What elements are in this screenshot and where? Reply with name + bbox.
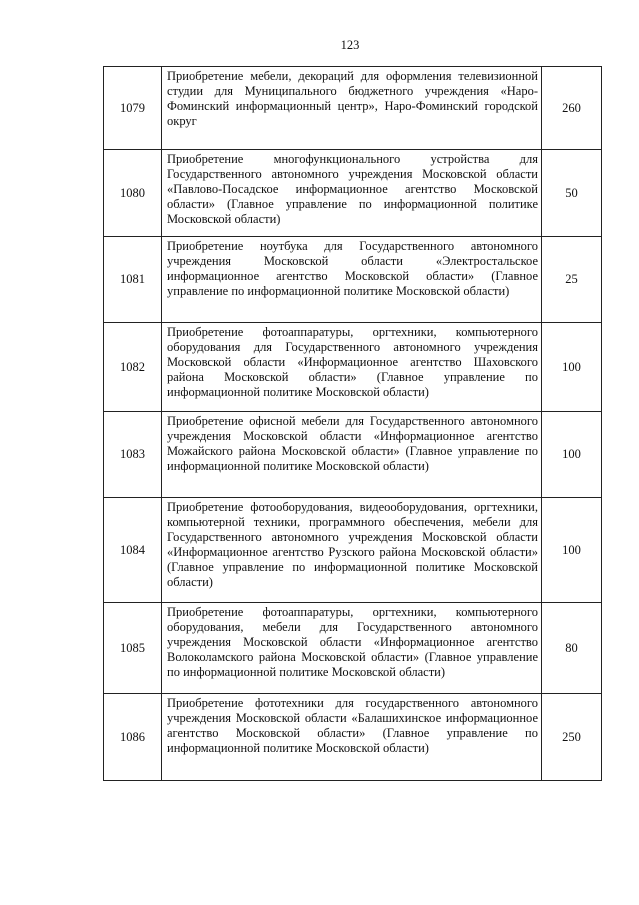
row-description-cell [162,150,542,237]
row-number: 1086 [104,694,162,781]
table-row [104,694,602,781]
table-row [104,67,602,150]
table-row [104,237,602,323]
allocation-table [103,66,602,781]
row-description-cell [162,323,542,412]
row-description: Приобретение фотоаппаратуры, оргтехники, компьютерного оборудования для Государственного автономного учреждения Московской области «Информационное агентство Шаховского района Московской области» (Главное управление по информационной политике Московской области) [167,325,538,399]
row-description: Приобретение мебели, декораций для оформления телевизионной студии для Муниципального бюджетного учреждения «Наро-Фоминский информационный центр», Наро-Фоминский городской округ [167,69,538,128]
row-description: Приобретение офисной мебели для Государственного автономного учреждения Московской области «Информационное агентство Можайского района Московской области» (Главное управление по информационной политике Московской области) [167,414,538,473]
table-row [104,603,602,694]
row-amount: 50 [542,150,602,237]
row-description: Приобретение фототехники для государственного автономного учреждения Московской области «Балашихинское информационное агентство Московской области» (Главное управление по информационной политике Московской области) [167,696,538,755]
row-description: Приобретение многофункционального устройства для Государственного автономного учреждения Московской области «Павлово-Посадское информационное агентство Московской области» (Главное управление по информационной политике Московской области) [167,152,538,226]
row-number: 1084 [104,498,162,603]
row-description: Приобретение ноутбука для Государственного автономного учреждения Московской области «Электростальское информационное агентство Московской области» (Главное управление по информационной политике Московской области) [167,239,538,298]
row-description: Приобретение фотооборудования, видеооборудования, оргтехники, компьютерной техники, программного обеспечения, мебели для Государственного автономного учреждения Московской области «Информационное агентство Рузского района Московской области» (Главное управление по информационной политике Московской области) [167,500,538,589]
row-amount: 260 [542,67,602,150]
row-description-cell [162,237,542,323]
row-description: Приобретение фотоаппаратуры, оргтехники, компьютерного оборудования, мебели для Государственного автономного учреждения Московской области «Информационное агентство Волоколамского района Московской области» (Главное управление по информационной политике Московской области) [167,605,538,679]
table-row [104,323,602,412]
row-amount: 250 [542,694,602,781]
row-amount: 100 [542,412,602,498]
row-amount: 100 [542,323,602,412]
table-row [104,412,602,498]
row-amount: 100 [542,498,602,603]
row-description-cell [162,412,542,498]
row-amount: 25 [542,237,602,323]
row-description-cell [162,694,542,781]
row-number: 1082 [104,323,162,412]
row-number: 1081 [104,237,162,323]
row-amount: 80 [542,603,602,694]
row-number: 1083 [104,412,162,498]
page-number: 123 [340,38,360,52]
table-row [104,150,602,237]
table-row [104,498,602,603]
row-number: 1079 [104,67,162,150]
row-number: 1085 [104,603,162,694]
row-description-cell [162,498,542,603]
row-description-cell [162,603,542,694]
row-description-cell [162,67,542,150]
row-number: 1080 [104,150,162,237]
